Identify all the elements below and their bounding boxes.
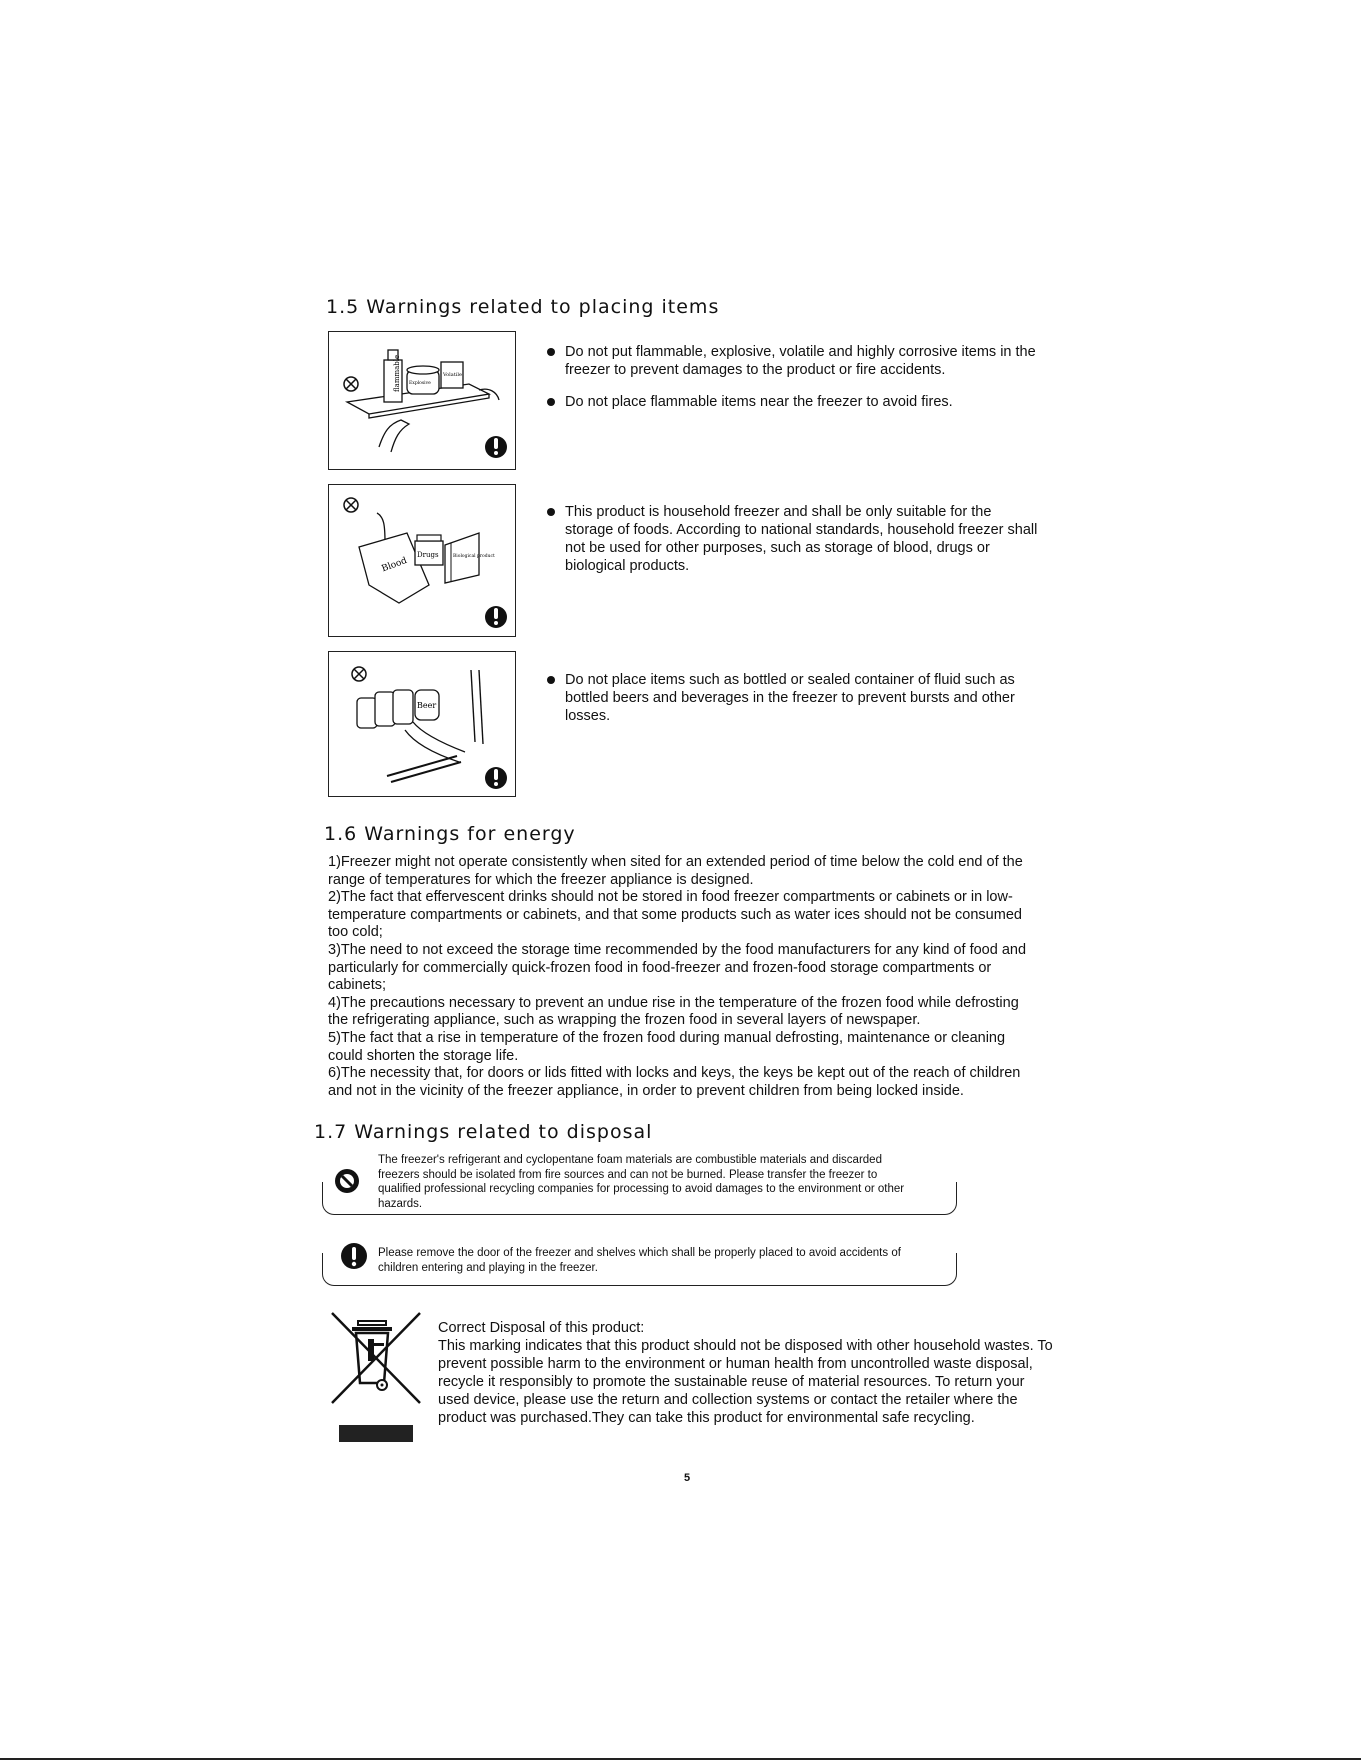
prohibit-icon <box>334 1168 360 1194</box>
label-beer: Beer <box>417 701 437 710</box>
energy-paragraph: 3)The need to not exceed the storage time recommended by the food manufacturers for any kind of food and particularly for commercially quick-frozen food in food-freezer and frozen-food storage compartments or cabinets; <box>328 941 1027 994</box>
bullet-item: Do not put flammable, explosive, volatile and highly corrosive items in the freezer to prevent damages to the product or fire accidents. <box>545 343 1040 379</box>
prohibited-icon <box>344 498 358 512</box>
disposal-text: This marking indicates that this product should not be disposed with other household wastes. To prevent possible harm to the environment or human health from uncontrolled waste disposal, recycle it responsibly to promote the sustainable reuse of material resources. To return your used device, please use the return and collection systems or contact the retailer where the product was purchased.They can take this product for environmental safe recycling. <box>438 1338 1053 1426</box>
bullet-list-3 <box>545 671 1040 725</box>
energy-paragraph: 4)The precautions necessary to prevent an undue rise in the temperature of the frozen food while defrosting the refrigerating appliance, such as wrapping the frozen food in several layers of newspaper. <box>328 994 1019 1029</box>
section-heading-1-7: 1.7 Warnings related to disposal <box>314 1121 653 1143</box>
illustration-blood-drugs <box>328 484 516 637</box>
label-flammable: flammable <box>393 354 401 392</box>
illustration-bottled-beer <box>328 651 516 797</box>
illustration-flammable-items <box>328 331 516 470</box>
label-biological-product: Biological product <box>453 554 495 559</box>
bullet-item: Do not place items such as bottled or sealed container of fluid such as bottled beers and beverages in the freezer to prevent bursts and other losses. <box>545 671 1040 725</box>
warning-icon <box>485 436 507 458</box>
warning-icon <box>485 606 507 628</box>
bin-underline-bar <box>339 1425 413 1442</box>
label-blood: Blood <box>380 555 409 575</box>
disposal-info <box>438 1319 1058 1427</box>
energy-paragraph: 1)Freezer might not operate consistently when sited for an extended period of time below the cold end of the range of temperatures for which the freezer appliance is designed. <box>328 854 1023 888</box>
notice-prohibit-text: The freezer's refrigerant and cyclopentane foam materials are combustible materials and discarded freezers should be isolated from fire sources and can not be burned. Please transfer the freezer to qualified professional recycling companies for processing to avoid damages to the environment or other hazards. <box>378 1154 905 1210</box>
label-explosive: Explosive <box>409 381 431 386</box>
energy-paragraph: 5)The fact that a rise in temperature of the frozen food during manual defrosting, maintenance or cleaning could shorten the storage life. <box>328 1029 1006 1064</box>
bullet-item: This product is household freezer and shall be only suitable for the storage of foods. According to national standards, household freezer shall not be used for other purposes, such as storage of blood, drugs or biological products. <box>545 503 1040 575</box>
energy-paragraph: 2)The fact that effervescent drinks should not be stored in food freezer compartments or cabinets or in low-temperature compartments or cabinets, and that some products such as water ices should not be consumed too cold; <box>328 889 1022 941</box>
disposal-title: Correct Disposal of this product: <box>438 1320 645 1336</box>
bottom-rule <box>0 1758 1361 1760</box>
bullet-list-1 <box>545 343 1040 411</box>
bullet-item: Do not place flammable items near the freezer to avoid fires. <box>545 393 1040 411</box>
energy-warnings <box>328 854 1038 1100</box>
bullet-list-2 <box>545 503 1040 575</box>
warning-icon <box>340 1242 368 1270</box>
section-heading-1-6: 1.6 Warnings for energy <box>324 823 576 845</box>
prohibited-icon <box>344 377 358 391</box>
label-drugs: Drugs <box>417 551 439 559</box>
crossed-bin-icon <box>328 1309 424 1407</box>
warning-icon <box>485 767 507 789</box>
section-heading-1-5: 1.5 Warnings related to placing items <box>326 296 720 318</box>
page-number: 5 <box>684 1472 691 1484</box>
energy-paragraph: 6)The necessity that, for doors or lids fitted with locks and keys, the keys be kept out of the reach of children and not in the vicinity of the freezer appliance, in order to prevent children from being locked inside. <box>328 1065 1021 1099</box>
label-volatile: Volatile <box>443 372 462 378</box>
notice-warning-text: Please remove the door of the freezer and shelves which shall be properly placed to avoid accidents of children entering and playing in the freezer. <box>378 1247 901 1274</box>
prohibited-icon <box>352 667 366 681</box>
